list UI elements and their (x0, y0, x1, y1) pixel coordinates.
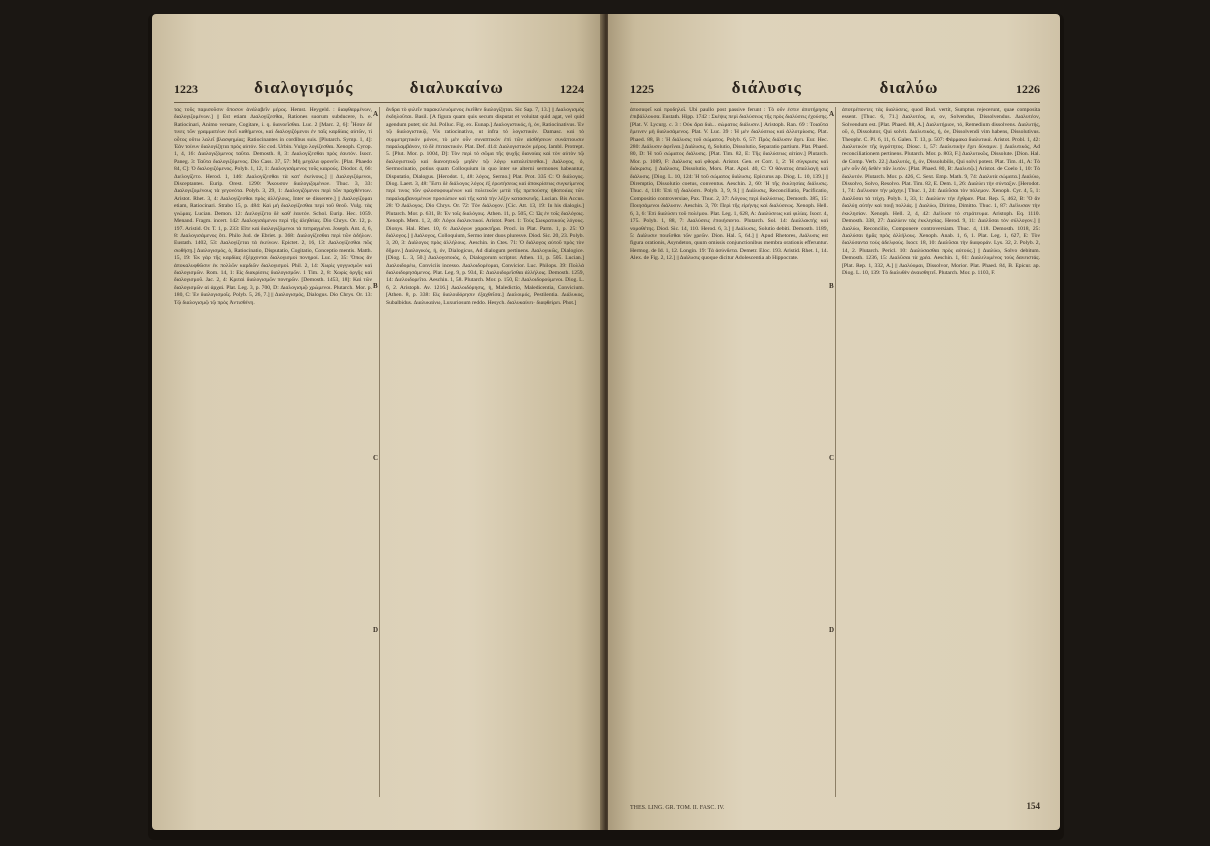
running-head-left: διάλυσις (731, 78, 802, 97)
page-number-1225: 1225 (630, 82, 654, 96)
section-marker-b: B (829, 282, 834, 290)
footer-imprint: THES. LING. GR. TOM. II. FASC. IV. (630, 805, 725, 811)
column-1224: ἄνδρα τὸ φιλεῖν παρακελευόμενος ἐκεῖθεν διαλογίζηται. Sic Sap. 7, 13.] || Διαλογισμὸς ἐκδηλοῦται. Basil. [A figura quam quis secum disputat et voluitat quid agat, vel quid agendum putet; sic Jul. Polluc. Fig. ex. Eunap.] Διαλογιστικός, ή, όν, Ratiocinativus. Ἐν τῷ διαλογιστικῷ, Vis ratiocinativa, ut infra τὸ λογιστικόν. Damasc. καὶ τὸ συμμετρητικόν μόνον, τὸ μὲν οὖν συναπτικὸν ἐπὶ τῶν αἰσθήσεων συνάπτουσιν παραλαμβάνον, τὸ δὲ ἐπιτακτικόν. Plat. Def. 414: Διαλογιστικὸν μέρος. Iambl. Protrept. 5. [Plut. Mor. p. 1004, D]: Τὸν περὶ τὸ σῶμα τῆς ψυχῆς διανοίας καὶ τὸν αὐτὸν τῷ διαλογιστικῷ καὶ διανοητικῷ μηδὲν τῷ λόγῳ καταλείπεσθαι.] Διάλογος, ὁ, Sermocinatio, potius quam Colloquium in quo inter se alterni sermones habeantur, Disputatio, Dialogus. [Herodot. 1, 48: λόγος, Sermo.] Plat. Prot. 335 C: Ὁ διάλογος. Diog. Laert. 3, 48: Ἔστι δὲ διάλογος λόγος ἐξ ἐρωτήσεως καὶ ἀποκρίσεως συγκείμενος περί τινος τῶν φιλοσοφουμένων καὶ πολιτικῶν μετὰ τῆς πρεπούσης ἠθοποιίας τῶν παραλαμβανομένων προσώπων καὶ τῆς κατὰ τὴν λέξιν κατασκευῆς. Lucian. Bis Accus. 28: Ὁ Διάλογος. Dio Chrys. Or. 72: Τὸν διάλογον. [Cic. Att. 13, 19: In his dialogis.] Plutarch. Mor. p. 631, B: Ἐν τοῖς διαλόγοις. Athen. 11, p. 505, C: Ὡς ἐν τοῖς διαλόγοις. Xenoph. Mem. 1, 2, 40: Λόγοι διαλεκτικοί. Aristot. Poet. 1: Τοὺς Σωκρατικοὺς λόγους. Dionys. Hal. Rhet. 10, 6: Διαλόγων χαρακτῆρα. Procl. in Plat. Parm. 1, p. 25: Ὁ διάλογος.] || Διάλογος, Colloquium, Sermo inter duos pluresve. Diod. Sic. 20, 23. Polyb. 3, 20, 3: Διάλογος πρὸς ἀλλήλους. Aeschin. in Ctes. 71: Ὁ διάλογος αὐτοῦ πρὸς τὸν δῆμον.] Διαλογικός, ή, όν, Dialogicus, Ad dialogum pertinens. Διαλογικῶς, Dialogice. [Diog. L. 3, 50.] Διαλογοποιός, ὁ, Dialogorum scriptor. Athen. 11, p. 505. Lucian.] Διαλοιδορέω, Conviciis incesso. Διαλοιδορέομαι, Convicior. Luc. Philops. 39: Πολλὰ διαλοιδορησάμενος. Plat. Leg. 9, p. 934, E: Διαλοιδορεῖσθαι ἀλλήλοις. Demosth. 1259, 14: Διελοιδορεῖτο. Aeschin. 1, 58. Plutarch. Mor. p. 150, E: Διαλοιδορούμενοι. Diog. L. 6, 2. Aristoph. Av. 1216.] Διαλοιδόρησις, ἡ, Maledictio, Maledicentia, Convicium. [Athen. 8, p. 338: Εἰς διαλοιδόρησιν ἐξαχθεῖσα.] Διαλοιμός, Pestilentia. Διάλυκος, Subalbidus. Διαλυκαίνω, Luxuriosum reddo. Hesych. διαλυκαίνει· διαφθείρει. Phot.] (386, 107, 584, 306)
header-rule (174, 102, 584, 103)
open-book (148, 14, 1064, 840)
right-page-columns (630, 107, 1040, 797)
left-page-columns (174, 107, 584, 797)
section-marker-a: A (373, 110, 379, 118)
section-marker-d: D (829, 626, 835, 634)
column-divider (835, 107, 836, 797)
section-marker-d: D (373, 626, 379, 634)
left-page-header (174, 78, 584, 102)
section-marker-c: C (373, 454, 379, 462)
right-page-header (630, 78, 1040, 102)
right-page (608, 14, 1060, 830)
running-head-left: διαλογισμός (254, 78, 354, 97)
section-marker-c: C (829, 454, 835, 462)
running-head-right: διαλύω (879, 78, 939, 97)
page-number-1224: 1224 (559, 82, 584, 96)
section-marker-a: A (829, 110, 835, 118)
column-1223: τας τοῦς παρισοῦσιν ὅποσον ἀνάλαβεῖν μέρος. Hemst. Heygeld. : διαφθαρμένων, διαλογιζομένων.] || Est etiam Διαλογίζεσθαι, Rationes suorum subducere, h. e. Ratiocinari, Animo versare, Cogitare, i. q. διανοεῖσθαι. Luc. 2 [Marc. 2, 6]: Ἦσαν δέ τινες τῶν γραμματέων ἐκεῖ καθήμενοι, καὶ διαλογιζόμενοι ἐν ταῖς καρδίαις αὐτῶν, τί οὗτος οὕτω λαλεῖ βλασφημίας; Ratiocinantes in cordibus suis. [Plutarch. Symp. 1, 4]: Ἐὰν τοίνυν διαλογίζηται πρὸς αὑτόν. Sic cod. Urbin. Vulgo λογίζεσθαι. Xenoph. Cyrop. 1, 4, 16: Διαλογιζόμενος ταῦτα. Demosth. 8, 3: Διαλογίζεσθαι πρὸς ἑαυτόν. Isocr. Paneg. 3: Ταῦτα διαλογιζόμενος. Dio Cass. 37, 57: Μὴ μεγάλα φρονεῖν. [Plat. Phaedo 84, C]: Ὁ διαλογιζόμενος. Polyb. 1, 12, 1: Διαλογισάμενος τοῦς καιρούς. Diodor. 4, 66: Διελογίζετο. Herod. 1, 146: Διαλογίζεσθαι τὰ κατ' ἐκείνους.] || Διαλογιζόμενοι, Disceptantes. Eurip. Orest. 1290: Ἄκουσον διαλογιζομένων. Thuc. 3, 33: Διαλογιζομένους τὰ γεγονότα. Polyb. 3, 29, 1: Διαλογιζόμενοι περὶ τῶν πραχθέντων. Aristot. Rhet. 3, 4: Διαλογίζεσθαι πρὸς ἀλλήλους, Inter se disserere.] || Διαλογίζομαι etiam, Ratiocinari. Strabo 15, p. 484: Καὶ μὴ διαλογίζεσθαι περὶ τοῦ θεοῦ. Vulg. τὰς γνώμας. Lucian. Demon. 12: Διελογίζετο δὲ καθ' ἑαυτόν. Schol. Eurip. Hec. 1059. Menand. Fragm. incert. 142: Διαλογισάμενοι περὶ τῆς ἀληθείας. Dio Chrys. Or. 12, p. 197. Aristid. Or. T. 1, p. 233: Εἴτε καὶ διαλογιζόμενοι τὰ πεπραγμένα. Joseph. Ant. 4, 6, 8: Διαλογισάμενος ὅτι. Philo Jud. de Ebriet. p. 368: Διαλογίζεσθαι περὶ τῶν ἀδήλων. Eustath. 1402, 53: Διαλογίζεται τὰ ἐκείνων. Epictet. 2, 16, 13: Διαλογίζεσθαι πῶς σωθήσῃ.] Διαλογισμός, ὁ, Ratiocinatio, Disputatio, Cogitatio, Conceptio mentis. Matth. 15, 19: Ἐκ γὰρ τῆς καρδίας ἐξέρχονται διαλογισμοὶ πονηροί. Luc. 2, 35: Ὅπως ἂν ἀποκαλυφθῶσιν ἐκ πολλῶν καρδιῶν διαλογισμοί. Phil. 2, 14: Χωρὶς γογγυσμῶν καὶ διαλογισμῶν. Rom. 14, 1: Εἰς διακρίσεις διαλογισμῶν. 1 Tim. 2, 8: Χωρὶς ὀργῆς καὶ διαλογισμοῦ. Jac. 2, 4: Κριταὶ διαλογισμῶν πονηρῶν. [Demosth. 1453, 18]: Καὶ τῶν διαλογισμῶν αἱ ἀρχαί. Plat. Leg. 3, p. 700, D: Διαλογισμῷ χρώμενοι. Plutarch. Mor. p. 180, C: Ἐν διαλογισμοῖς. Polyb. 5, 26, 7.] || Διαλογισμός, Dialogus. Dio Chrys. Or. 13: Τῷ διαλογισμῷ τῷ πρὸς Ἀντισθένη. (174, 107, 372, 306)
running-head-right: διαλυκαίνω (409, 78, 504, 97)
left-page (152, 14, 604, 830)
section-marker-b: B (373, 282, 378, 290)
column-1225: ἀποσαφεῖ καὶ προδηλοῖ. Ubi paullo post passive ferunt : Τὸ οὖν ἐστιν ἀποτήρησις ἐπιβάλλουσα. Eustath. Hipp. 1742 : Σκέψις περὶ διαλύσεως τῆς πρὸς διαλύσεις ἐχούσης. [Plat. V. Lycurg. c. 3 : Οὐκ ἄρα διὰ... σώματος διάλυσιν.] Aristoph. Ran. 69 : Τοιαῦτα ἔμεινεν μὴ διαλυσάμενος. Plat. V. Luc. 39 : Ἡ μὲν διαλύσεως καὶ ἀλλοτρίωσις. Plat. Phaed. 88, B : Ἡ διάλυσις τοῦ σώματος. Polyb. 6, 57: Πρὸς διάλυσιν ἄγει. Eur. Hec. 280: Διάλυσιν ἀφεῖναι.] Διάλυσις, ἡ, Solutio, Dissolutio, Separatio partium. Plat. Phaed. 80, D: Ἡ τοῦ σώματος διάλυσις. [Plat. Tim. 82, E: Τῆς διαλύσεως αἰτίαν.] Plutarch. Mor. p. 1089, F: Διάλυσις καὶ φθορά. Aristot. Gen. et Corr. 1, 2: Ἡ σύγκρισις καὶ διάκρισις. || Διάλυσις, Dissolutio, Mors. Plat. Apol. 40, C: Ὁ θάνατος ἀπαλλαγὴ καὶ διάλυσις. [Diog. L. 10, 124: Ἡ τοῦ σώματος διάλυσις. Epicurus ap. Diog. L. 10, 139.] || Diremptio, Dissolutio coetus, conventus. Aeschin. 2, 60: Ἡ τῆς ἐκκλησίας διάλυσις. Thuc. 4, 118: Ἐπὶ τῇ διαλύσει. Polyb. 3, 9, 9.] || Διάλυσις, Reconciliatio, Pacificatio, Compositio controversiae, Pax. Thuc. 2, 37: Λόγους περὶ διαλύσεως. Demosth. 385, 15: Ποιησάμενοι διάλυσιν. Aeschin. 3, 70: Περὶ τῆς εἰρήνης καὶ διαλύσεως. Xenoph. Hell. 6, 3, 6: Ἐπὶ διαλύσει τοῦ πολέμου. Plat. Leg. 1, 628, A: Διαλύσεως καὶ φιλίας. Isocr. 4, 175. Polyb. 1, 88, 7: Διαλύσεις ἐποιήσαντο. Plutarch. Sol. 14: Διαλλακτὴς καὶ νομοθέτης. Diod. Sic. 14, 110. Herod. 6, 3.] || Διάλυσις, Solutio debiti. Demosth. 1189, 5: Διάλυσιν ποιεῖσθαι τῶν χρεῶν. Dion. Hal. 5, 64.] || Apud Rhetores, Διάλυσις est figura orationis, Asyndeton, quum omissis conjunctionibus membra orationis efferuntur. Hermog. de Id. 1, 12. Longin. 19: Τὰ ἀσύνδετα. Demetr. Eloc. 193. Aristid. Rhet. 1, 14. Alex. de Fig. 2, 12.] || Διάλυσις quoque dicitur Adolescentia ab Hippocrate. (630, 107, 828, 262)
page-number-1223: 1223 (174, 82, 198, 96)
signature-number: 154 (1026, 801, 1040, 811)
column-divider (379, 107, 380, 797)
page-footer (630, 801, 1040, 813)
page-number-1226: 1226 (1016, 82, 1040, 96)
column-1226: ἀποτρέποντες τὰς διαλύσεις, quod Bud. vertit, Sumptus rejecerunt, quae composita essent. [Thuc. 6, 71.] Διαλυτέος, α, ον, Solvendus, Dissolvendus. Διαλυτέον, Solvendum est. [Plat. Phaed. 88, A.] Διαλυτήριον, τό, Remedium dissolvens. Διαλυτής, οῦ, ὁ, Dissolutor, Qui solvit. Διαλυτικός, ή, όν, Dissolvendi vim habens, Dissolutivus. Theophr. C. Pl. 6, 11, 6. Galen. T. 13, p. 507: Φάρμακα διαλυτικά. Aristot. Probl. 1, 42: Διαλυτικὸν τῆς ὑγρότητος. Diosc. 1, 57: Διαλυτικὴν ἔχει δύναμιν. || Διαλυτικός, Ad reconciliationem pertinens. Plutarch. Mor. p. 803, F.] Διαλυτικῶς, Dissolute. [Dion. Hal. de Comp. Verb. 22.] Διαλυτός, ή, όν, Dissolubilis, Qui solvi potest. Plat. Tim. 41, A: Τὸ μὲν οὖν δὴ δεθὲν πᾶν λυτόν. [Plat. Phaed. 80, B: Διαλυτῷ.] Aristot. de Coelo 1, 10: Τὸ διαλυτόν. Plutarch. Mor. p. 426, C. Sext. Emp. Math. 9, 74: Διαλυτὰ σώματα.] Διαλύω, Dissolvo, Solvo, Resolvo. Plat. Tim. 82, E. Dem. 1, 26: Διαλύει τὴν σύνταξιν. [Herodot. 1, 74: Διέλυσαν τὴν μάχην.] Thuc. 1, 24: Διαλῦσαι τὸν πόλεμον. Xenoph. Cyr. 4, 5, 1: Διαλῦσαι τὰ τείχη. Polyb. 1, 33, 1: Διαλύειν τὴν ἔχθραν. Plat. Rep. 5, 462, B: Ὃ ἂν διαλύῃ αὐτὴν καὶ ποιῇ πολλάς. || Διαλύω, Dirimo, Dimitto. Thuc. 1, 87: Διέλυσαν τὴν ἐκκλησίαν. Xenoph. Hell. 2, 4, 42: Διέλυσε τὸ στράτευμα. Aristoph. Eq. 1110. Demosth. 338, 27: Διαλύειν τὰς ἐκκλησίας. Herod. 9, 11: Διαλῦσαι τὸν σύλλογον.] || Διαλύω, Reconcilio, Componere controversiam. Thuc. 4, 118. Demosth. 1018, 25: Διαλύσαι ἡμᾶς πρὸς ἀλλήλους. Xenoph. Anab. 1, 6, 1. Plat. Leg. 1, 627, E: Τὸν διαλύσαντα τοὺς ἀδελφοὺς. Isocr. 18, 10: Διαλῦσαι τὴν διαφοράν. Lys. 32, 2. Polyb. 2, 14, 2. Plutarch. Pericl. 10: Διαλύσασθαι πρὸς αὐτούς.] || Διαλύω, Solvo debitum. Demosth. 1236, 15: Διαλῦσαι τὰ χρέα. Aeschin. 1, 61: Διαλελυμένος τοὺς δανειστάς. [Plat. Rep. 1, 332, A.] || Διαλύομαι, Dissolvor, Morior. Plat. Phaed. 84, B. Epicur. ap. Diog. L. 10, 139: Τὸ διαλυθὲν ἀναισθητεῖ. Plutarch. Mor. p. 1103, F. (842, 107, 1040, 276)
header-rule (630, 102, 1040, 103)
